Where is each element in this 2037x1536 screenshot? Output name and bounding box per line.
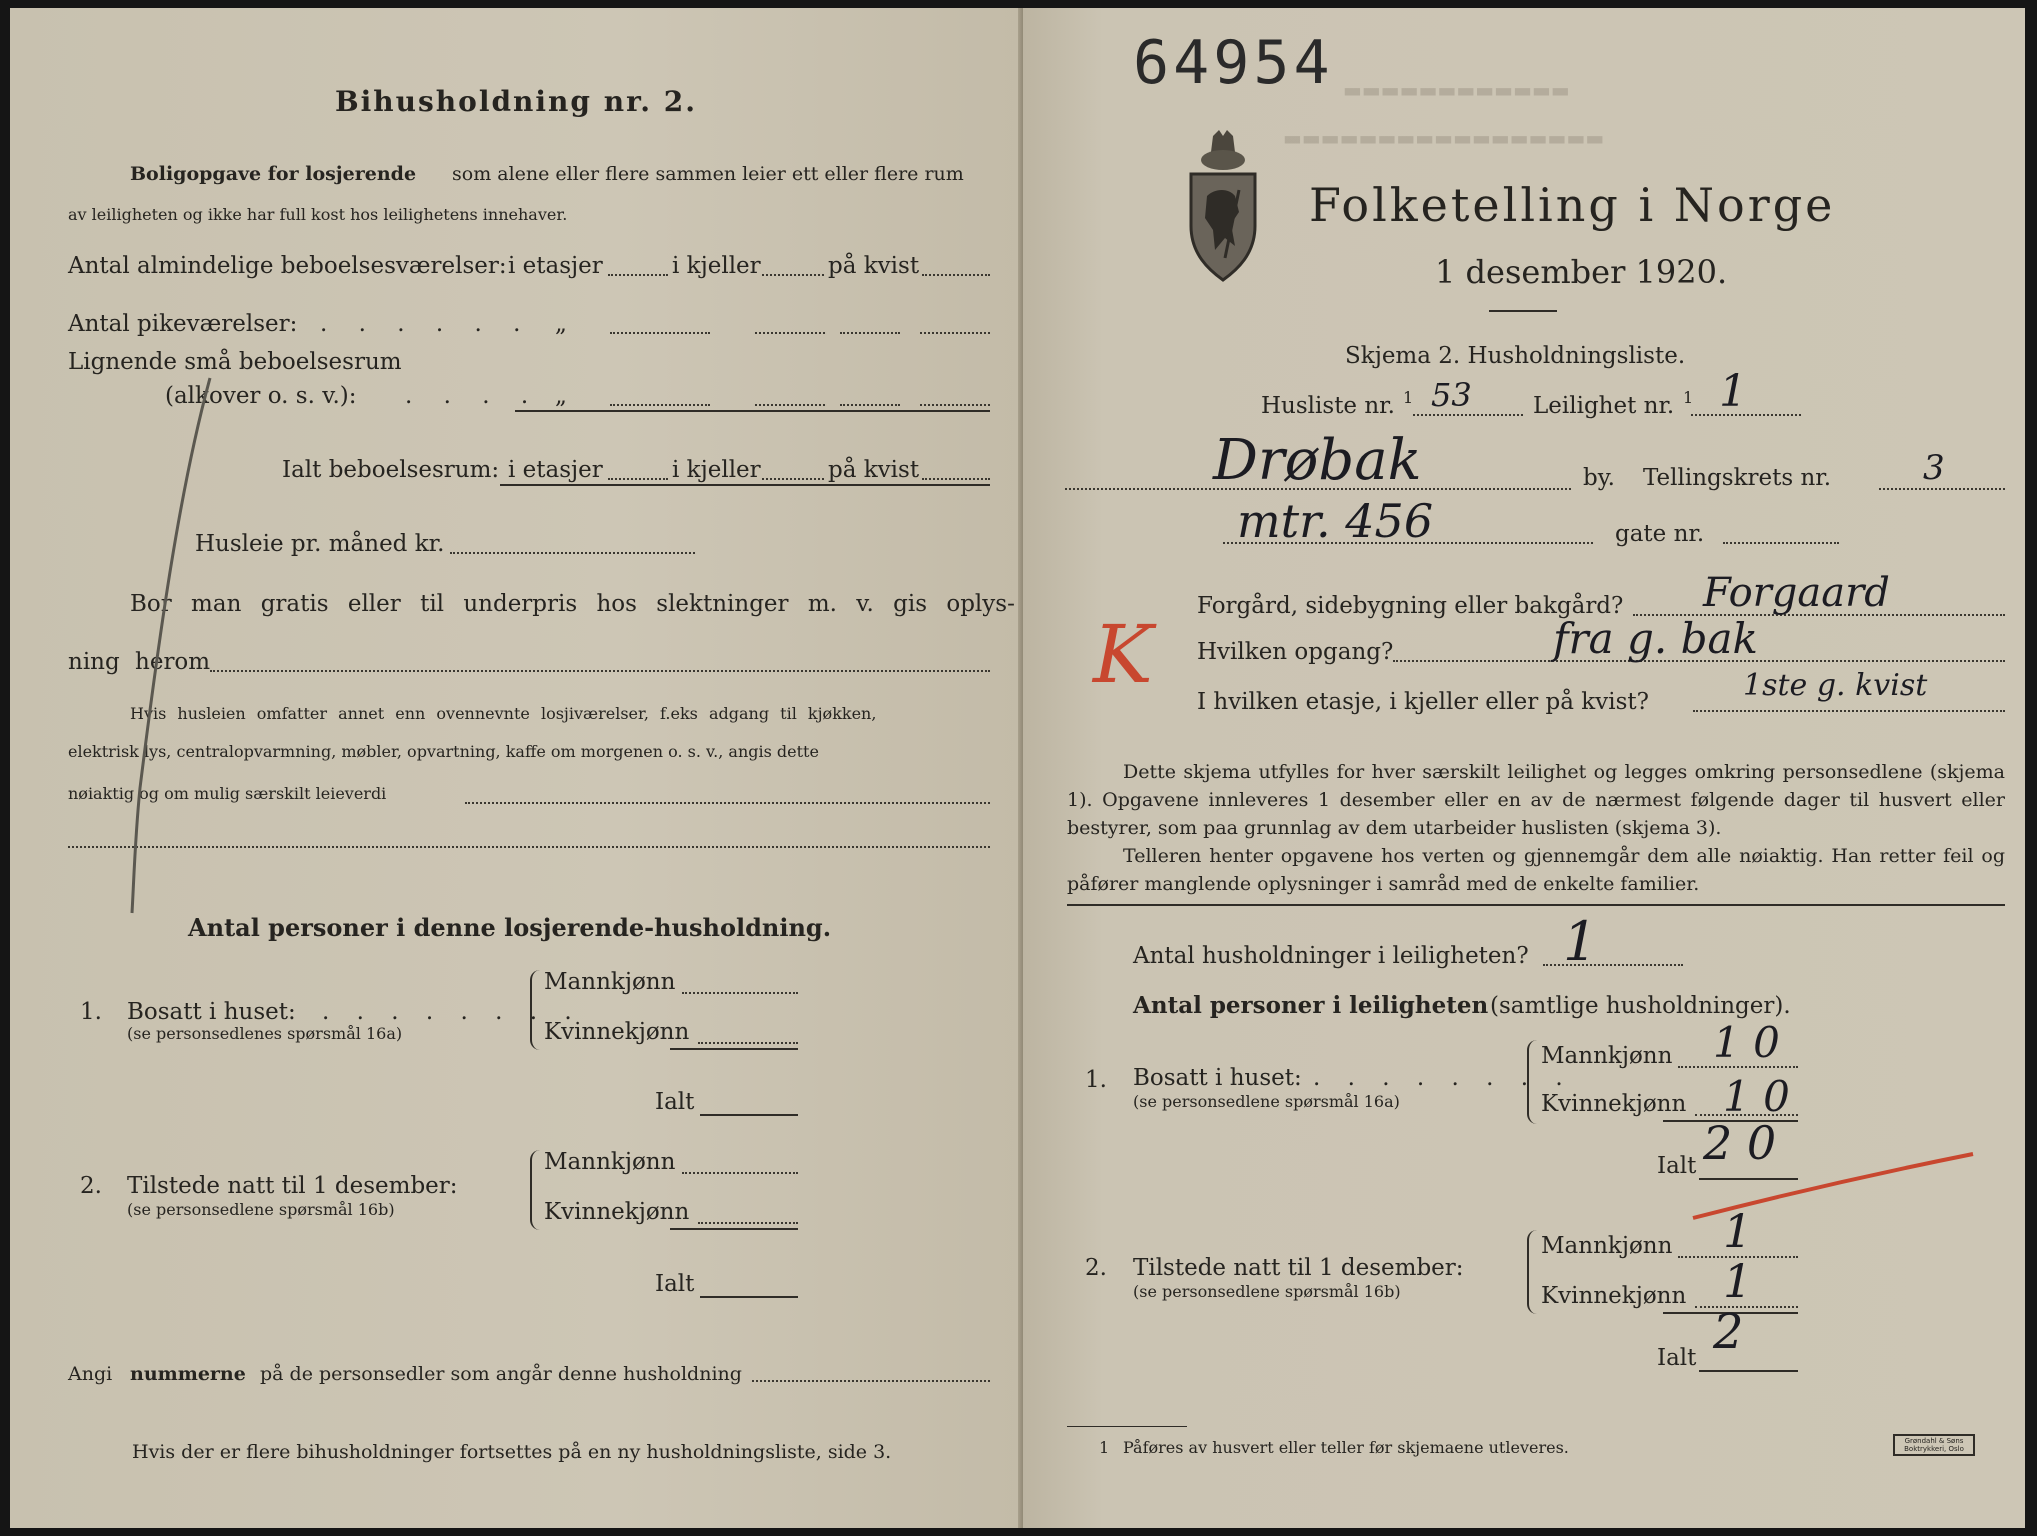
ialt-kvist: på kvist xyxy=(828,457,920,483)
bleed-through-1: ▬▬▬▬▬▬▬▬▬▬▬▬ xyxy=(1343,78,1570,102)
section-rule xyxy=(1067,904,2005,906)
ialt-kjeller: i kjeller xyxy=(672,457,761,483)
opgang-value: fra g. bak xyxy=(1553,614,1758,663)
row3-label-a: Lignende små beboelsesrum xyxy=(68,349,402,375)
q2-ialt-field[interactable] xyxy=(700,1296,798,1298)
q1-ialt-label: Ialt xyxy=(655,1089,695,1115)
r-q1-ref: (se personsedlene spørsmål 16a) xyxy=(1133,1092,1400,1111)
husliste-value: 53 xyxy=(1431,376,1472,414)
r-q2-mann-value: 1 xyxy=(1723,1204,1753,1258)
etasje-field[interactable] xyxy=(1693,710,2005,712)
husleie-omfatter-3: nøiaktig og om mulig særskilt leieverdi xyxy=(68,784,387,803)
antal-heading: Antal personer i denne losjerende-husholdning. xyxy=(188,913,832,942)
r-q2-ialt-value: 2 xyxy=(1713,1304,1744,1360)
r-q1-ialt-value: 2 0 xyxy=(1703,1116,1777,1170)
q2-brace xyxy=(530,1150,544,1230)
r-q1-num: 1. xyxy=(1085,1067,1107,1093)
row3-field-1[interactable] xyxy=(610,404,710,406)
r-q1-dots: . . . . . . . . xyxy=(1313,1065,1573,1091)
intro-rest: som alene eller flere sammen leier ett eller flere rum xyxy=(452,163,964,185)
leieverdi-field[interactable] xyxy=(465,802,990,804)
row1-etasjer-field[interactable] xyxy=(608,274,668,276)
ialt-kjeller-field[interactable] xyxy=(762,478,824,480)
row1-kvist-field[interactable] xyxy=(922,274,990,276)
r-q1-label: Bosatt i huset: xyxy=(1133,1065,1302,1091)
q2-ialt-label: Ialt xyxy=(655,1271,695,1297)
q2-kvinne-label: Kvinnekjønn xyxy=(544,1199,690,1225)
q1-mann-field[interactable] xyxy=(682,992,798,994)
gratis-line1: Bor man gratis eller til underpris hos slektninger m. v. gis oplys- xyxy=(130,591,1015,617)
row3-field-3[interactable] xyxy=(840,404,900,406)
q1-label: Bosatt i huset: xyxy=(127,999,296,1025)
gratis-line2: ning herom xyxy=(68,649,211,675)
instructions-2: Telleren henter opgavene hos verten og gjennemgår dem alle nøiaktig. Han retter feil og påfører manglende oplysninger i samråd med de enkelte familier. xyxy=(1067,845,2005,895)
r-q1-kvinne-value: 1 0 xyxy=(1723,1072,1790,1121)
stamp-number: 64954 xyxy=(1133,28,1334,98)
census-date: 1 desember 1920. xyxy=(1435,253,1728,291)
row3-ditto: „ xyxy=(555,383,567,409)
row1-kvist: på kvist xyxy=(828,253,920,279)
q1-dots: . . . . . . . . xyxy=(322,999,582,1025)
q2-sum-line xyxy=(670,1228,798,1230)
angi-field[interactable] xyxy=(752,1380,990,1382)
row3-field-4[interactable] xyxy=(920,404,990,406)
angi-b: nummerne xyxy=(130,1363,246,1385)
husliste-label: Husliste nr. xyxy=(1261,393,1395,419)
r-q1-kvinne-label: Kvinnekjønn xyxy=(1541,1091,1687,1117)
forgard-label: Forgård, sidebygning eller bakgård? xyxy=(1197,593,1624,619)
antal-hush-label: Antal husholdninger i leiligheten? xyxy=(1133,943,1529,969)
r-q1-mann-label: Mannkjønn xyxy=(1541,1043,1673,1069)
antal-pers-rest: (samtlige husholdninger). xyxy=(1490,993,1791,1019)
q1-ref: (se personsedlenes spørsmål 16a) xyxy=(127,1024,403,1043)
left-title: Bihusholdning nr. 2. xyxy=(335,85,697,118)
intro-bold: Boligopgave for losjerende xyxy=(130,163,417,185)
antal-hush-value: 1 xyxy=(1563,910,1598,973)
row1-kjeller: i kjeller xyxy=(672,253,761,279)
r-q2-ialt-field[interactable] xyxy=(1699,1370,1798,1372)
right-page xyxy=(1023,8,2025,1528)
ialt-beboelsesrum-label: Ialt beboelsesrum: xyxy=(282,457,500,483)
leilighet-label: Leilighet nr. xyxy=(1533,393,1675,419)
etasje-label: I hvilken etasje, i kjeller eller på kvist? xyxy=(1197,689,1649,715)
husleie-omfatter-1: Hvis husleien omfatter annet enn ovennevnte losjiværelser, f.eks adgang til kjøkken, xyxy=(130,704,877,723)
ialt-kvist-field[interactable] xyxy=(922,478,990,480)
q1-kvinne-field[interactable] xyxy=(698,1042,798,1044)
angi-a: Angi xyxy=(68,1363,113,1385)
row3-label-b: (alkover o. s. v.): xyxy=(165,383,357,409)
q2-kvinne-field[interactable] xyxy=(698,1222,798,1224)
r-q1-ialt-label: Ialt xyxy=(1657,1153,1697,1179)
r-q2-kvinne-label: Kvinnekjønn xyxy=(1541,1283,1687,1309)
row1-etasjer: i etasjer xyxy=(508,253,603,279)
by-label: by. xyxy=(1583,465,1615,491)
footnote-text: Påføres av husvert eller teller før skjemaene utleveres. xyxy=(1123,1438,1569,1457)
q1-sum-line xyxy=(670,1048,798,1050)
q1-ialt-field[interactable] xyxy=(700,1114,798,1116)
red-check-mark: K xyxy=(1093,608,1153,701)
r-q2-ialt-label: Ialt xyxy=(1657,1345,1697,1371)
left-footer: Hvis der er flere bihusholdninger fortsettes på en ny husholdningsliste, side 3. xyxy=(132,1441,892,1463)
row2-field-4[interactable] xyxy=(920,332,990,334)
r-q2-num: 2. xyxy=(1085,1255,1107,1281)
gate-label: gate nr. xyxy=(1615,521,1705,547)
printer-stamp xyxy=(1893,1434,1975,1456)
row2-ditto: „ xyxy=(555,311,567,337)
bleed-through-2: ▬▬▬▬▬▬▬▬▬▬▬▬▬▬▬▬▬ xyxy=(1283,126,1605,150)
leilighet-sup: 1 xyxy=(1683,388,1694,407)
husleie-field[interactable] xyxy=(450,552,695,554)
q1-brace xyxy=(530,970,544,1050)
left-page xyxy=(10,8,1023,1528)
etasje-value: 1ste g. kvist xyxy=(1743,668,1928,703)
q2-mann-field[interactable] xyxy=(682,1172,798,1174)
row2-field-2[interactable] xyxy=(755,332,825,334)
husleie-omfatter-2: elektrisk lys, centralopvarmning, møbler, opvartning, kaffe om morgenen o. s. v., angis dette xyxy=(68,742,819,761)
antal-pers-bold: Antal personer i leiligheten xyxy=(1133,992,1489,1019)
q2-ref: (se personsedlene spørsmål 16b) xyxy=(127,1200,395,1219)
title-rule xyxy=(1489,310,1557,312)
skjema-label: Skjema 2. Husholdningsliste. xyxy=(1345,343,1686,369)
ialt-etasjer-field[interactable] xyxy=(608,478,668,480)
q2-mann-label: Mannkjønn xyxy=(544,1149,676,1175)
q1-num: 1. xyxy=(80,999,102,1025)
tellingskrets-label: Tellingskrets nr. xyxy=(1643,465,1832,491)
ialt-underline xyxy=(500,484,990,486)
instructions-1: Dette skjema utfylles for hver særskilt leilighet og legges omkring personsedlene (skjema 1). Opgavene innleveres 1 desember eller en av de nærmest følgende dager til husvert eller bestyrer, som paa grunnlag av dem utarbeider huslisten (skjema 3). xyxy=(1067,761,2005,839)
row3-field-2[interactable] xyxy=(755,404,825,406)
opgang-label: Hvilken opgang? xyxy=(1197,639,1394,665)
row2-label: Antal pikeværelser: xyxy=(68,311,298,337)
r-q2-mann-label: Mannkjønn xyxy=(1541,1233,1673,1259)
tellingskrets-value: 3 xyxy=(1923,448,1945,488)
q2-label: Tilstede natt til 1 desember: xyxy=(127,1173,458,1199)
angi-c: på de personsedler som angår denne husholdning xyxy=(260,1363,742,1385)
r-q2-ref: (se personsedlene spørsmål 16b) xyxy=(1133,1282,1401,1301)
row2-field-3[interactable] xyxy=(840,332,900,334)
intro-line2: av leiligheten og ikke har full kost hos leilighetens innehaver. xyxy=(68,205,568,224)
row1-label: Antal almindelige beboelsesværelser: xyxy=(68,253,507,279)
tellingskrets-field[interactable] xyxy=(1879,488,2005,490)
leilighet-value: 1 xyxy=(1719,366,1747,417)
by-value: Drøbak xyxy=(1213,428,1422,493)
q1-mann-label: Mannkjønn xyxy=(544,969,676,995)
q2-num: 2. xyxy=(80,1173,102,1199)
row2-dots: . . . . . . xyxy=(320,311,533,337)
gate-nr-field[interactable] xyxy=(1723,542,1839,544)
ialt-etasjer: i etasjer xyxy=(508,457,603,483)
r-q2-kvinne-value: 1 xyxy=(1723,1254,1753,1308)
q1-kvinne-label: Kvinnekjønn xyxy=(544,1019,690,1045)
footnote-num: 1 xyxy=(1099,1438,1110,1457)
row3-underline xyxy=(515,410,990,412)
gate-value: mtr. 456 xyxy=(1237,494,1434,548)
row1-kjeller-field[interactable] xyxy=(762,274,824,276)
printer-stamp-line2: Boktrykkeri, Oslo xyxy=(1904,1445,1964,1453)
gratis-field[interactable] xyxy=(210,670,990,672)
r-q2-label: Tilstede natt til 1 desember: xyxy=(1133,1255,1464,1281)
norway-coat-of-arms-icon xyxy=(1185,130,1261,282)
printer-stamp-line1: Grøndahl & Søns xyxy=(1904,1437,1964,1445)
r-q1-brace xyxy=(1527,1040,1541,1124)
pencil-stroke xyxy=(110,368,220,928)
r-q2-brace xyxy=(1527,1230,1541,1314)
husliste-sup: 1 xyxy=(1403,388,1414,407)
footnote-rule xyxy=(1067,1426,1187,1427)
husliste-field[interactable] xyxy=(1413,414,1523,416)
row2-field-1[interactable] xyxy=(610,332,710,334)
forgard-value: Forgaard xyxy=(1703,570,1890,616)
husleie-label: Husleie pr. måned kr. xyxy=(195,531,445,557)
right-title: Folketelling i Norge xyxy=(1309,178,1836,232)
r-q1-mann-value: 1 0 xyxy=(1713,1018,1780,1067)
row3-dots: . . . . xyxy=(405,383,541,409)
